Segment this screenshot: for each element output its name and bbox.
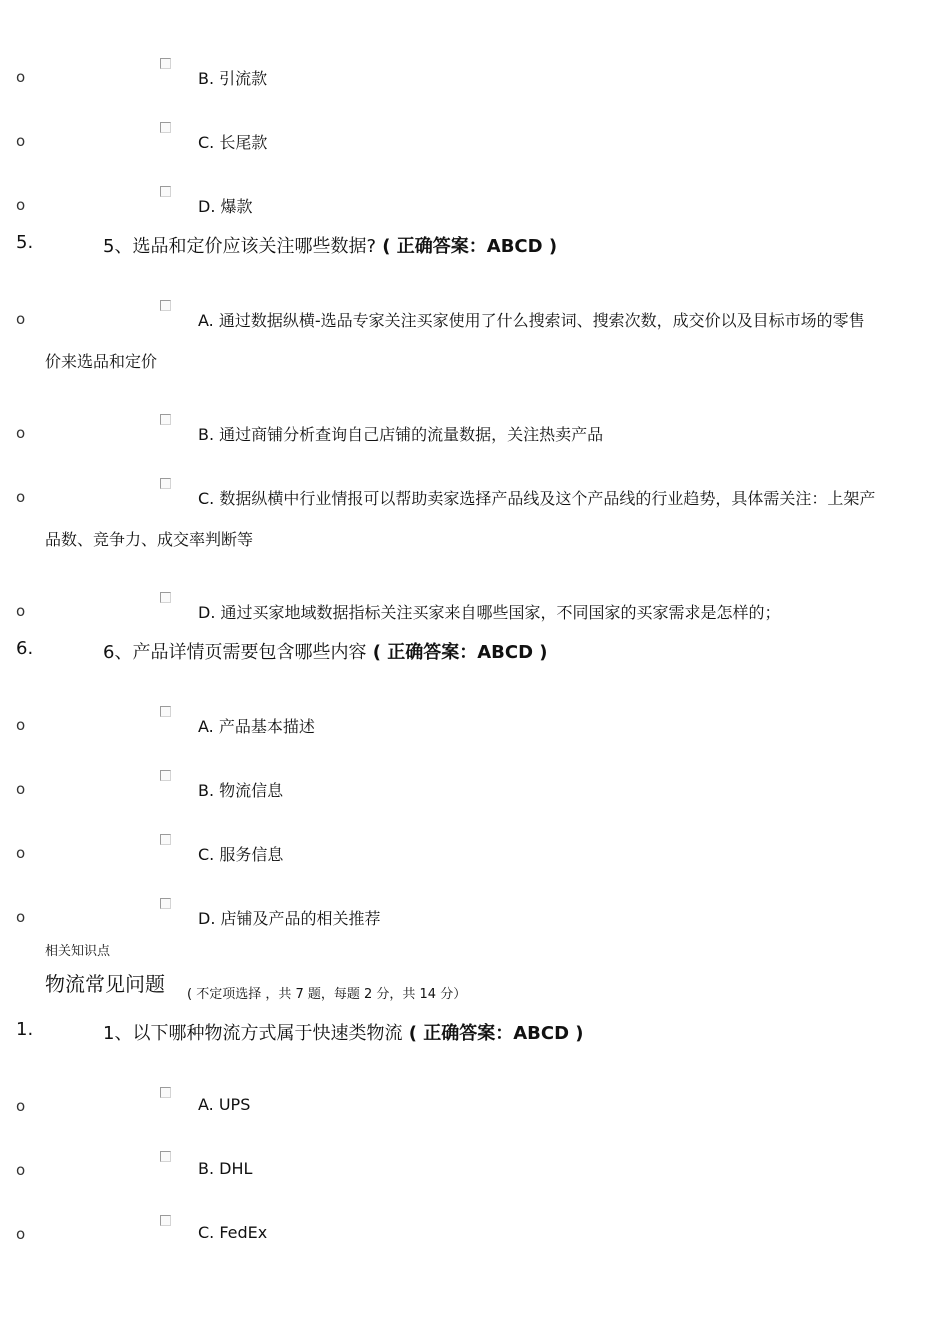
question-number: 5. <box>16 232 34 253</box>
question-number: 1. <box>16 1019 34 1040</box>
bullet: o <box>16 488 26 506</box>
checkbox[interactable] <box>160 478 171 489</box>
option-label: D. 爆款 <box>198 197 253 216</box>
option-label: B. 引流款 <box>198 69 268 88</box>
option-label: C. 服务信息 <box>198 845 284 864</box>
related-knowledge-label: 相关知识点 <box>45 944 111 959</box>
bullet: o <box>16 602 26 620</box>
bullet: o <box>16 68 26 86</box>
bullet: o <box>16 424 26 442</box>
question-text <box>103 232 557 258</box>
section-title: 物流常见问题 <box>45 972 165 996</box>
checkbox[interactable] <box>160 898 171 909</box>
option-label: A. UPS <box>198 1095 251 1114</box>
option-label: B. 物流信息 <box>198 781 284 800</box>
bullet: o <box>16 196 26 214</box>
bullet: o <box>16 1161 26 1179</box>
option-label: C. 长尾款 <box>198 133 268 152</box>
checkbox[interactable] <box>160 58 171 69</box>
bullet: o <box>16 780 26 798</box>
checkbox[interactable] <box>160 186 171 197</box>
checkbox[interactable] <box>160 834 171 845</box>
checkbox[interactable] <box>160 122 171 133</box>
option-label: B. DHL <box>198 1159 253 1178</box>
correct-answer: ( 正确答案：ABCD ) <box>376 236 558 257</box>
question-number: 6. <box>16 638 34 659</box>
option-label: D. 店铺及产品的相关推荐 <box>198 909 381 928</box>
option-label: D. 通过买家地域数据指标关注买家来自哪些国家，不同国家的买家需求是怎样的； <box>198 603 781 622</box>
option-label: B. 通过商铺分析查询自己店铺的流量数据，关注热卖产品 <box>198 425 604 444</box>
checkbox[interactable] <box>160 706 171 717</box>
bullet: o <box>16 844 26 862</box>
question-text-body: 5、选品和定价应该关注哪些数据? <box>103 236 377 257</box>
section-note: ( 不定项选择 ，共 7 题，每题 2 分，共 14 分） <box>187 987 467 1002</box>
option-label-wrap: 品数、竞争力、成交率判断等 <box>45 530 254 549</box>
bullet: o <box>16 132 26 150</box>
correct-answer: ( 正确答案：ABCD ) <box>402 1023 584 1044</box>
bullet: o <box>16 908 26 926</box>
option-label: A. 通过数据纵横-选品专家关注买家使用了什么搜索词、搜索次数，成交价以及目标市场的零售 <box>198 311 865 330</box>
checkbox[interactable] <box>160 414 171 425</box>
bullet: o <box>16 1097 26 1115</box>
checkbox[interactable] <box>160 1215 171 1226</box>
option-label: C. 数据纵横中行业情报可以帮助卖家选择产品线及这个产品线的行业趋势，具体需关注：上架产 <box>198 489 876 508</box>
correct-answer: ( 正确答案：ABCD ) <box>366 642 548 663</box>
question-text-body: 6、产品详情页需要包含哪些内容 <box>103 642 367 663</box>
checkbox[interactable] <box>160 592 171 603</box>
option-label-wrap: 价来选品和定价 <box>45 352 158 371</box>
bullet: o <box>16 1225 26 1243</box>
question-text <box>103 1019 584 1045</box>
option-label: C. FedEx <box>198 1223 268 1242</box>
checkbox[interactable] <box>160 1087 171 1098</box>
option-label: A. 产品基本描述 <box>198 717 315 736</box>
question-text <box>103 638 548 664</box>
checkbox[interactable] <box>160 770 171 781</box>
question-text-body: 1、以下哪种物流方式属于快速类物流 <box>103 1023 403 1044</box>
checkbox[interactable] <box>160 300 171 311</box>
bullet: o <box>16 716 26 734</box>
bullet: o <box>16 310 26 328</box>
checkbox[interactable] <box>160 1151 171 1162</box>
